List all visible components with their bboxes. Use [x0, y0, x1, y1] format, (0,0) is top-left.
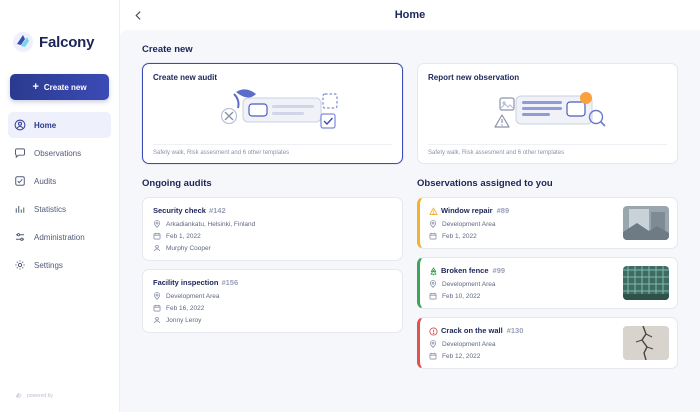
list-item[interactable] — [142, 197, 403, 261]
sidebar-item-label: Home — [34, 120, 57, 130]
audit-person: Murphy Cooper — [166, 244, 211, 252]
arrow-left-icon[interactable] — [130, 7, 146, 23]
observation-header — [429, 206, 617, 215]
user-circle-icon — [14, 119, 26, 131]
audit-number: #142 — [208, 206, 226, 215]
audit-date: Feb 16, 2022 — [166, 304, 205, 312]
observation-number: #89 — [496, 206, 510, 215]
chat-bubble-icon — [14, 147, 26, 159]
calendar-icon — [429, 232, 437, 240]
content-area — [120, 30, 700, 412]
card-subtitle: Safety walk, Risk assesment and 6 other templates — [428, 144, 667, 156]
audit-name: Security check — [153, 206, 206, 215]
observation-date-row — [429, 292, 617, 300]
observation-date: Feb 1, 2022 — [442, 232, 477, 240]
list-item[interactable] — [417, 257, 678, 309]
person-icon — [153, 244, 161, 252]
observation-main — [429, 326, 617, 360]
observation-number: #130 — [506, 326, 524, 335]
page-title: Home — [394, 9, 426, 21]
observation-main — [429, 266, 617, 300]
falcony-logo-icon — [12, 31, 34, 53]
list-item[interactable] — [417, 197, 678, 249]
observation-date-row — [429, 232, 617, 240]
audit-location-row — [153, 220, 392, 228]
card-subtitle: Safety walk, Risk assesment and 6 other templates — [153, 144, 392, 156]
audit-date: Feb 1, 2022 — [166, 232, 201, 240]
create-new-section-title: Create new — [142, 44, 193, 55]
create-new-label: Create new — [43, 82, 87, 92]
observation-location: Development Area — [442, 340, 496, 348]
sidebar-item-label: Observations — [34, 148, 82, 158]
observations-assigned-column — [417, 178, 678, 377]
observation-date: Feb 10, 2022 — [442, 292, 481, 300]
create-new-button[interactable] — [10, 74, 109, 100]
observation-date: Feb 12, 2022 — [442, 352, 481, 360]
observation-main — [429, 206, 617, 240]
observation-name: Crack on the wall — [441, 326, 503, 335]
audit-person-row — [153, 316, 392, 324]
calendar-icon — [429, 352, 437, 360]
sidebar — [0, 0, 120, 412]
pin-icon — [429, 340, 437, 348]
create-new-audit-card[interactable] — [142, 63, 403, 164]
sidebar-item-observations[interactable] — [8, 140, 111, 166]
observation-name: Broken fence — [441, 266, 489, 275]
calendar-icon — [153, 232, 161, 240]
report-new-observation-card[interactable] — [417, 63, 678, 164]
gear-icon — [14, 259, 26, 271]
observation-form-illustration — [428, 84, 667, 138]
card-title: Report new observation — [428, 73, 520, 82]
pin-icon — [429, 280, 437, 288]
audit-header — [153, 206, 392, 215]
audit-date-row — [153, 304, 392, 312]
observation-header — [429, 266, 617, 275]
audit-form-illustration — [153, 84, 392, 138]
audit-number: #156 — [221, 278, 239, 287]
brand — [0, 0, 119, 60]
powered-by-label: powered by — [27, 392, 53, 399]
powered-by — [14, 391, 53, 400]
observation-location-row — [429, 280, 617, 288]
observation-date-row — [429, 352, 617, 360]
audit-location: Arkadiankatu, Helsinki, Finland — [166, 220, 256, 228]
person-icon — [153, 316, 161, 324]
alert-icon — [429, 327, 437, 335]
pin-icon — [153, 292, 161, 300]
sidebar-item-administration[interactable] — [8, 224, 111, 250]
audit-date-row — [153, 232, 392, 240]
sidebar-nav — [0, 112, 119, 278]
audit-header — [153, 278, 392, 287]
observation-number: #99 — [492, 266, 506, 275]
observation-location: Development Area — [442, 220, 496, 228]
observation-location: Development Area — [442, 280, 496, 288]
warning-triangle-icon — [429, 207, 437, 215]
observations-assigned-title: Observations assigned to you — [417, 178, 553, 189]
main-area — [120, 0, 700, 412]
sidebar-item-label: Settings — [34, 260, 63, 270]
observation-location-row — [429, 220, 617, 228]
brand-name: Falcony — [39, 33, 95, 51]
falcony-mark-icon — [14, 391, 23, 400]
create-new-cards — [142, 63, 678, 164]
audit-person-row — [153, 244, 392, 252]
plus-icon: + — [32, 80, 39, 93]
checklist-icon — [14, 175, 26, 187]
sliders-icon — [14, 231, 26, 243]
topbar — [120, 0, 700, 30]
calendar-icon — [429, 292, 437, 300]
observation-location-row — [429, 340, 617, 348]
observation-thumbnail — [623, 266, 669, 300]
ongoing-audits-column — [142, 178, 403, 377]
audit-person: Jonny Leroy — [166, 316, 202, 324]
sidebar-item-label: Administration — [34, 232, 85, 242]
bar-chart-icon — [14, 203, 26, 215]
observation-name: Window repair — [441, 206, 493, 215]
observation-thumbnail — [623, 326, 669, 360]
pin-icon — [429, 220, 437, 228]
tree-icon — [429, 267, 437, 275]
audit-location-row — [153, 292, 392, 300]
list-item[interactable] — [417, 317, 678, 369]
sidebar-item-home[interactable] — [8, 112, 111, 138]
audit-name: Facility inspection — [153, 278, 219, 287]
sidebar-item-settings[interactable] — [8, 252, 111, 278]
sidebar-item-audits[interactable] — [8, 168, 111, 194]
sidebar-item-label: Audits — [34, 176, 57, 186]
calendar-icon — [153, 304, 161, 312]
sidebar-item-statistics[interactable] — [8, 196, 111, 222]
audit-location: Development Area — [166, 292, 220, 300]
card-title: Create new audit — [153, 73, 218, 82]
observation-thumbnail — [623, 206, 669, 240]
list-item[interactable] — [142, 269, 403, 333]
observation-header — [429, 326, 617, 335]
lists-columns — [142, 178, 678, 377]
sidebar-item-label: Statistics — [34, 204, 67, 214]
pin-icon — [153, 220, 161, 228]
ongoing-audits-title: Ongoing audits — [142, 178, 212, 189]
